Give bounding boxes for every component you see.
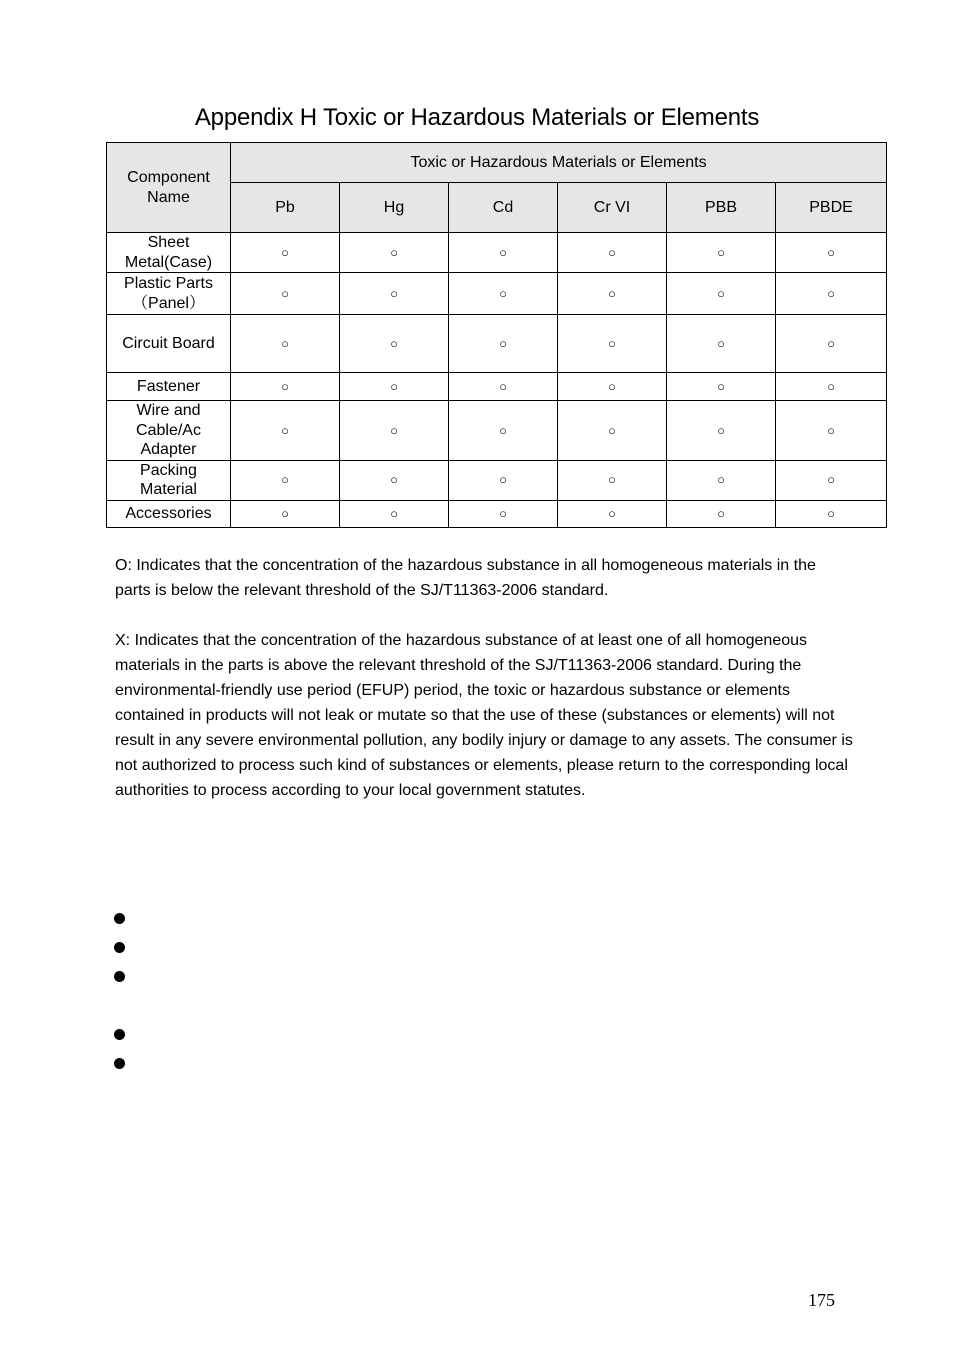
value-cell: ○ [558,401,667,461]
table-row [107,315,887,373]
column-header-pbb: PBB [667,183,776,233]
value-cell: ○ [776,233,887,273]
value-cell: ○ [776,460,887,500]
value-cell: ○ [231,273,340,315]
value-cell: ○ [449,401,558,461]
page-number: 175 [808,1290,835,1310]
value-cell: ○ [340,233,449,273]
component-name-cell: Wire and Cable/Ac Adapter [107,401,231,461]
value-cell: ○ [449,373,558,401]
column-header-cr-vi: Cr VI [558,183,667,233]
value-cell: ○ [449,233,558,273]
value-cell: ○ [231,315,340,373]
value-cell: ○ [231,233,340,273]
value-cell: ○ [340,273,449,315]
value-cell: ○ [667,233,776,273]
value-cell: ○ [558,273,667,315]
table-row [107,401,887,461]
table-row [107,500,887,527]
bullet-icon [114,941,128,955]
value-cell: ○ [231,500,340,527]
column-header-hg: Hg [340,183,449,233]
o-indicator-note: O: Indicates that the concentration of the hazardous substance in all homogeneous materials in the parts is below the relevant threshold of the SJ/T11363-2006 standard. [115,557,816,599]
bullet-icon [114,970,128,984]
value-cell: ○ [449,460,558,500]
value-cell: ○ [776,401,887,461]
value-cell: ○ [667,401,776,461]
component-name-cell: Fastener [107,373,231,401]
table-row [107,273,887,315]
value-cell: ○ [340,500,449,527]
table-row [107,460,887,500]
value-cell: ○ [340,401,449,461]
component-name-cell: Packing Material [107,460,231,500]
value-cell: ○ [340,460,449,500]
page-title: Appendix H Toxic or Hazardous Materials or Elements [194,104,760,131]
value-cell: ○ [776,273,887,315]
hazardous-materials-table [106,142,887,528]
value-cell: ○ [558,315,667,373]
value-cell: ○ [667,315,776,373]
component-name-cell: Circuit Board [107,315,231,373]
value-cell: ○ [667,460,776,500]
value-cell: ○ [776,315,887,373]
bullet-icon [114,1028,128,1042]
value-cell: ○ [776,373,887,401]
column-header-pbde: PBDE [776,183,887,233]
component-name-cell: Sheet Metal(Case) [107,233,231,273]
bullet-icon [114,912,128,926]
value-cell: ○ [776,500,887,527]
value-cell: ○ [340,373,449,401]
value-cell: ○ [558,233,667,273]
x-indicator-note: X: Indicates that the concentration of the hazardous substance of at least one of all homogeneous materials in the parts is above the relevant threshold of the SJ/T11363-2006 standard. During the environmental-friendly use period (EFUP) period, the toxic or hazardous substance or elements contained in products will not leak or mutate so that the use of these (substances or elements) will not result in any severe environmental pollution, any bodily injury or damage to any assets. The consumer is not authorized to process such kind of substances or elements, please return to the corresponding local authorities to process according to your local government statutes. [115,632,853,799]
table-row [107,373,887,401]
value-cell: ○ [449,315,558,373]
value-cell: ○ [558,460,667,500]
table-row [107,233,887,273]
value-cell: ○ [449,273,558,315]
value-cell: ○ [667,500,776,527]
value-cell: ○ [231,373,340,401]
component-name-cell: Accessories [107,500,231,527]
value-cell: ○ [449,500,558,527]
value-cell: ○ [231,460,340,500]
value-cell: ○ [558,373,667,401]
bullet-icon [114,1057,128,1071]
value-cell: ○ [231,401,340,461]
value-cell: ○ [340,315,449,373]
toxic-materials-group-header: Toxic or Hazardous Materials or Elements [231,143,887,183]
column-header-pb: Pb [231,183,340,233]
value-cell: ○ [558,500,667,527]
column-header-cd: Cd [449,183,558,233]
value-cell: ○ [667,273,776,315]
component-name-header: Component Name [107,143,231,233]
value-cell: ○ [667,373,776,401]
component-name-cell: Plastic Parts （Panel） [107,273,231,315]
